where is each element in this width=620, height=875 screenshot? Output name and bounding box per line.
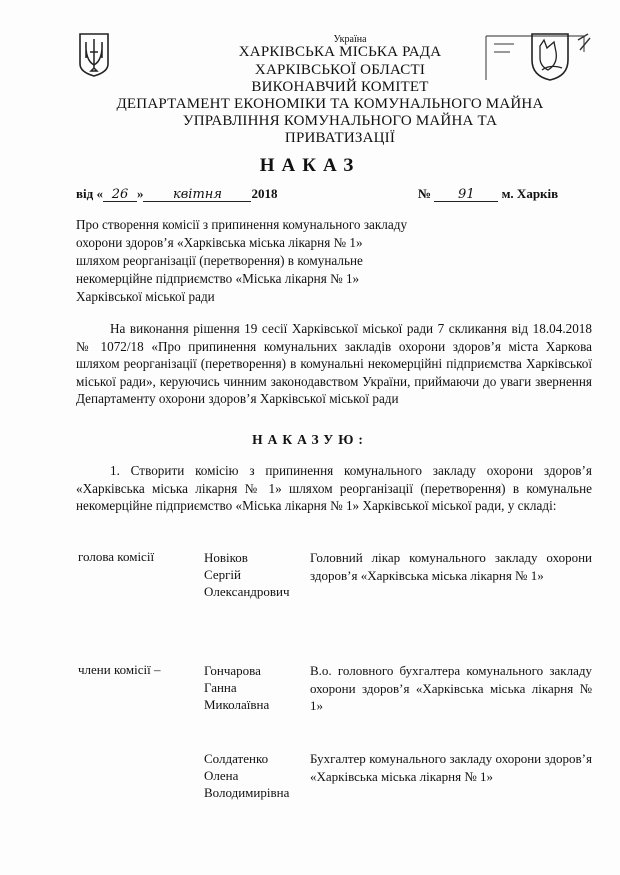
surname: Солдатенко [204,751,269,766]
number-prefix: № [418,186,432,201]
preamble-paragraph: На виконання рішення 19 сесії Харківської міської ради 7 скликання від 18.04.2018 № 1072/18 «Про припинення комунальних закладів охорони здоров’я міста Харкова шляхом реорганізації (перетворення) в комунальні некомерційні підприємства Харківської міської ради», керуючись чинним законодавством України, приймаючи до уваги звернення Департаменту охорони здоров’я Харківської міської ради [76,321,592,407]
org-line-privatization: ПРИВАТИЗАЦІЇ [284,130,396,146]
subject-line: Харківської міської ради [76,289,215,304]
org-line-executive-committee: ВИКОНАВЧИЙ КОМІТЕТ [251,79,429,95]
order-date [76,186,277,202]
commission-head-name [204,549,290,600]
first-name: Ганна [204,680,237,695]
date-mid: » [136,186,144,201]
commission-member-name [204,750,289,801]
org-line-department: ДЕПАРТАМЕНТ ЕКОНОМІКИ ТА КОМУНАЛЬНОГО МАЙНА [116,96,544,112]
commission-member-name [204,662,269,713]
order-item-1: 1. Створити комісію з припинення комунального закладу охорони здоров’я «Харківська міська лікарня № 1» шляхом реорганізації (перетворення) в комунальне некомерційне підприємство «Міська лікарня № 1» Харківської міської ради, у складі: [76,463,592,514]
date-month: квітня [143,188,251,202]
document-title: НАКАЗ [259,155,361,176]
subject-line: Про створення комісії з припинення комунального закладу [76,217,408,232]
city-name: м. Харків [501,186,559,201]
order-number [418,186,558,202]
date-prefix: від « [76,186,103,201]
commission-member-position: Бухгалтер комунального закладу охорони здоров’я «Харківська міська лікарня № 1» [310,751,592,784]
patronymic: Миколаївна [204,697,270,712]
org-line-city-council: ХАРКІВСЬКА МІСЬКА РАДА [238,44,442,60]
surname: Новіков [204,550,248,565]
number-value: 91 [434,188,498,202]
patronymic: Олександрович [204,584,290,599]
order-subject [76,216,456,306]
patronymic: Володимирівна [204,785,290,800]
commission-head-role: голова комісії [78,549,155,564]
date-day: 26 [103,188,137,202]
commission-members-role: члени комісії – [78,662,161,677]
subject-line: шляхом реорганізації (перетворення) в комунальне [76,253,363,268]
country-label: Україна [333,34,367,45]
first-name: Олена [204,768,239,783]
org-line-oblast: ХАРКІВСЬКОЇ ОБЛАСТІ [254,62,426,78]
subject-line: охорони здоров’я «Харківська міська лікарня № 1» [76,235,363,250]
date-year: 2018 [251,186,278,201]
first-name: Сергій [204,567,242,582]
order-heading: НАКАЗУЮ: [252,432,368,447]
org-line-directorate: УПРАВЛІННЯ КОМУНАЛЬНОГО МАЙНА ТА [182,113,498,129]
commission-member-position: В.о. головного бухгалтера комунального закладу охорони здоров’я «Харківська міська лікарня № 1» [310,663,592,713]
subject-line: некомерційне підприємство «Міська лікарня № 1» [76,271,360,286]
surname: Гончарова [204,663,261,678]
commission-head-position: Головний лікар комунального закладу охорони здоров’я «Харківська міська лікарня № 1» [310,550,592,583]
